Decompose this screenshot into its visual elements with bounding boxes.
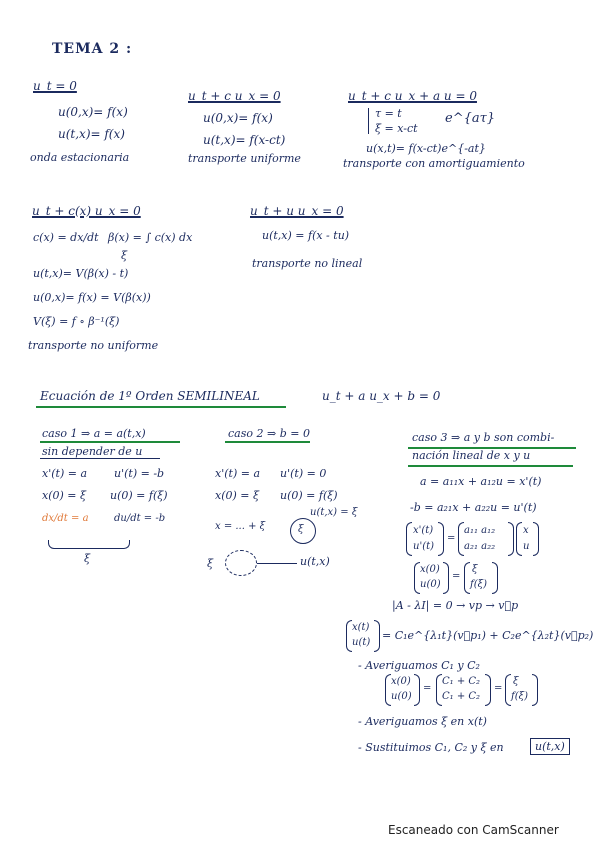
desc-transporte-no-uniforme: transporte no uniforme: [28, 339, 159, 352]
sol-no-lineal: u(t,x) = f(x - tu): [262, 229, 350, 242]
m2-vec-r: [492, 562, 498, 594]
m3-eq1: =: [423, 683, 432, 694]
case1-sub-underline: [40, 458, 160, 459]
case2-l1b: u'(t) = 0: [280, 467, 327, 480]
case2-underline: [225, 441, 310, 443]
m2-b: u(0): [420, 579, 441, 590]
case1-sub: sin depender de u: [42, 445, 143, 458]
m1-b: u'(t): [413, 541, 435, 552]
cond-1b: u(0,x)= f(x): [203, 111, 273, 125]
m1-c: a₁₁ a₁₂: [464, 525, 496, 536]
case3-l1: a = a₁₁x + a₁₂u = x'(t): [420, 475, 542, 488]
m3-a: x(0): [391, 676, 411, 687]
m1-mat-r: [508, 522, 514, 556]
desc-transporte-no-lineal: transporte no lineal: [252, 257, 363, 270]
heading-semilineal: Ecuación de 1º Orden SEMILINEAL: [40, 389, 260, 403]
exp-term: e^{aτ}: [445, 111, 496, 126]
def-c: c(x) = dx/dt: [33, 231, 99, 244]
heading-underline: [36, 406, 286, 408]
eq-amortiguamiento: u_t + c u_x + a u = 0: [348, 89, 477, 103]
sol-paren-r: [374, 620, 380, 652]
cond-2b: u(t,x)= f(x-ct): [203, 133, 286, 147]
change-var-xi: ξ = x-ct: [375, 122, 418, 135]
step-sustituir: - Sustituimos C₁, C₂ y ξ en: [358, 741, 504, 754]
cond-2a: u(t,x)= f(x): [58, 127, 125, 141]
case2-dotted-circle: [225, 550, 257, 576]
m3-eq2: =: [494, 683, 503, 694]
m1-vec-r: [533, 522, 539, 556]
m3-e-r: [532, 674, 538, 706]
step-averiguar-c: - Averiguamos C₁ y C₂: [358, 659, 480, 672]
m1-paren-r: [438, 522, 444, 556]
V-def: V(ξ) = f ∘ β⁻¹(ξ): [33, 315, 120, 328]
m1-vec-l: [516, 522, 522, 556]
sol-u-V: u(t,x)= V(β(x) - t): [33, 267, 129, 280]
case2-l1a: x'(t) = a: [215, 467, 260, 480]
page-title: TEMA 2 :: [52, 41, 133, 57]
sol-x: x(t): [352, 622, 370, 633]
scanner-watermark: Escaneado con CamScanner: [388, 823, 559, 837]
case2-arrow-line: [257, 563, 297, 564]
case2-u-xi: u(t,x) = ξ: [310, 507, 358, 518]
cond-1a: u(0,x)= f(x): [58, 105, 128, 119]
case2-title: caso 2 ⇒ b = 0: [228, 427, 310, 440]
m1-a: x'(t): [413, 525, 434, 536]
case1-underline: [40, 441, 180, 443]
case1-l2b: u(0) = f(ξ): [110, 489, 168, 502]
m2-eq: =: [452, 571, 461, 582]
case1-l2a: x(0) = ξ: [42, 489, 87, 502]
case1-l3b: du/dt = -b: [114, 513, 166, 524]
eigen-line: |A - λI| = 0 → vp → v⃗p: [392, 599, 519, 612]
def-beta: β(x) = ∫ c(x) dx: [108, 231, 193, 244]
init-cond-V: u(0,x)= f(x) = V(β(x)): [33, 291, 151, 304]
m1-eq: =: [447, 533, 456, 544]
m2-c: ξ: [472, 564, 478, 575]
m1-d: a₂₁ a₂₂: [464, 541, 496, 552]
m2-a: x(0): [420, 564, 440, 575]
case3-l2: -b = a₂₁x + a₂₂u = u'(t): [410, 501, 537, 514]
case1-l1a: x'(t) = a: [42, 467, 87, 480]
desc-onda-estacionaria: onda estacionaria: [30, 151, 130, 164]
sol-u: u(t): [352, 637, 371, 648]
m1-paren-l: [406, 522, 412, 556]
system-brace: [368, 108, 374, 134]
step-averiguar-xi: - Averiguamos ξ en x(t): [358, 715, 487, 728]
m3-e: ξ: [513, 676, 519, 687]
case2-xi-start: ξ: [207, 557, 214, 570]
eq-onda-estacionaria: u_t = 0: [33, 79, 77, 93]
sol-combination: = C₁e^{λ₁t}(v⃗p₁) + C₂e^{λ₂t}(v⃗p₂): [382, 629, 594, 642]
sol-amortiguamiento: u(x,t)= f(x-ct)e^{-at}: [366, 142, 486, 155]
eq-transporte-uniforme: u_t + c u_x = 0: [188, 89, 281, 103]
m2-d: f(ξ): [470, 579, 488, 590]
m3-paren-r: [414, 674, 420, 706]
case3-title-2: nación lineal de x y u: [412, 449, 531, 462]
case2-arrow2: u(t,x): [300, 555, 330, 568]
case1-l1b: u'(t) = -b: [114, 467, 165, 480]
m3-c: C₁ + C₂: [442, 676, 481, 687]
eq-transporte-no-lineal: u_t + u u_x = 0: [250, 204, 344, 218]
eq-general-semilineal: u_t + a u_x + b = 0: [322, 389, 441, 403]
boxed-solution: u(t,x): [530, 738, 570, 755]
m3-d: C₁ + C₂: [442, 691, 481, 702]
case2-l2b: u(0) = f(ξ): [280, 489, 338, 502]
eq-transporte-no-uniforme: u_t + c(x) u_x = 0: [32, 204, 141, 218]
change-var-tau: τ = t: [375, 107, 402, 120]
m3-b: u(0): [391, 691, 412, 702]
m2-paren-r: [443, 562, 449, 594]
case1-title: caso 1 ⇒ a = a(t,x): [42, 427, 146, 440]
case3-underline-2: [408, 465, 573, 467]
case1-brace: [48, 540, 130, 549]
case2-l2a: x(0) = ξ: [215, 489, 260, 502]
desc-amortiguamiento: transporte con amortiguamiento: [343, 157, 525, 170]
m1-f: u: [523, 541, 530, 552]
case1-brace-xi: ξ: [84, 552, 91, 565]
m1-e: x: [523, 525, 529, 536]
desc-transporte-uniforme: transporte uniforme: [188, 152, 301, 165]
m3-f: f(ξ): [511, 691, 529, 702]
case2-arrow1: x = ... + ξ: [215, 521, 266, 532]
m3-c-r: [485, 674, 491, 706]
case2-bubble-xi: ξ: [298, 524, 304, 535]
case1-l3a: dx/dt = a: [42, 513, 89, 524]
xi-label: ξ: [121, 249, 128, 262]
case3-title-1: caso 3 ⇒ a y b son combi-: [412, 431, 555, 444]
